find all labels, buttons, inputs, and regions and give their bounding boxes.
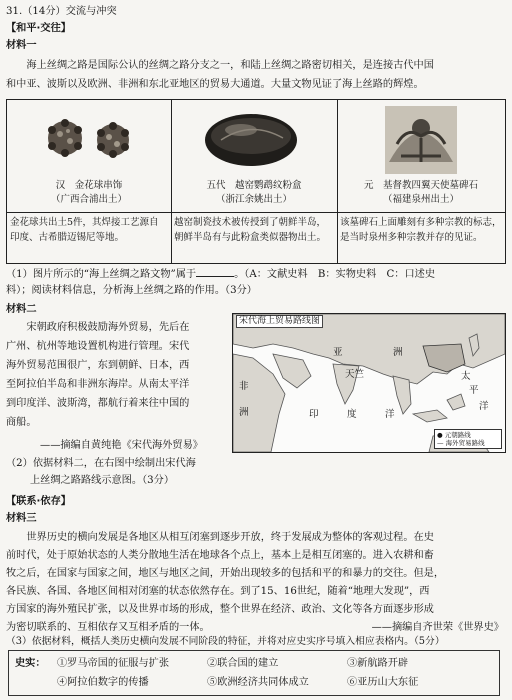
material2-line: 到印度洋、波斯湾，都航行着来往中国的 xyxy=(6,398,190,409)
fact-item: ④阿拉伯数字的传播 xyxy=(57,677,149,688)
map-title: 宋代海上贸易路线图 xyxy=(236,315,323,328)
material2-line: 至阿拉伯半岛和非洲东海岸。从南太平洋 xyxy=(6,379,190,390)
artifact1-caption-name: 汉 金花球串饰 xyxy=(55,180,123,191)
question-header: 31.（14分）交流与冲突 xyxy=(6,6,117,17)
map-legend xyxy=(434,429,502,449)
question1-text-b: 。（A：文献史料 B：实物史料 C：口述史 xyxy=(234,269,436,280)
material2-line: 商船。 xyxy=(6,417,37,428)
fact-item: ⑤欧洲经济共同体成立 xyxy=(207,677,309,688)
map-label: 天竺 xyxy=(345,369,365,380)
material3-line: 前时代，处于原始状态的人类分散地生活在地球各个点上，基本上是相互闭塞的。进入农耕和畜 xyxy=(6,550,434,561)
material2-label: 材料二 xyxy=(6,304,37,315)
question2-line1: （2）依据材料二，在右图中绘制出宋代海 xyxy=(6,458,196,469)
map-label: 非 xyxy=(239,381,249,392)
artifact-cell-tombstone xyxy=(337,100,505,263)
legend-item: — 海外贸易路线 xyxy=(437,439,485,447)
material2-source: ——摘编自黄纯艳《宋代海外贸易》 xyxy=(40,440,203,451)
map-label: 度 xyxy=(347,409,357,420)
fact-item: ②联合国的建立 xyxy=(207,658,279,669)
material2-line: 海外贸易范围很广，东到朝鲜、日本，西 xyxy=(6,360,190,371)
artifact3-description: 该墓碑石上面雕刻有多种宗教的标志，是当时泉州多种宗教并存的见证。 xyxy=(337,212,505,247)
material2-line: 广州、杭州等地设置机构进行管理。宋代 xyxy=(6,341,190,352)
material3-line: 牧之后，在国家与国家之间，地区与地区之间，开始出现较多的包括和平的和暴力的交往。但是， xyxy=(6,568,445,579)
powder-box-image xyxy=(171,100,337,179)
fact-item: ⑥亚历山大东征 xyxy=(347,677,419,688)
material2-text xyxy=(6,320,228,434)
artifact3-caption-origin: （福建泉州出土） xyxy=(382,194,459,205)
material3-line: 方国家的海外殖民扩张，以及世界市场的形成，整个世界在经济、政治、文化等各方面逐步形成 xyxy=(6,604,434,615)
question2-line2: 上丝绸之路路线示意图。（3分） xyxy=(30,475,175,486)
map-label: 太 xyxy=(461,371,471,382)
fact-item: ①罗马帝国的征服与扩张 xyxy=(57,658,170,669)
material3-line: 为密切联系的、互相依存又互相矛盾的一体。 xyxy=(6,622,210,633)
gold-bead-image xyxy=(7,100,171,179)
artifact-cell-powder-box xyxy=(171,100,338,263)
material2-line: 宋朝政府积极鼓励海外贸易，先后在 xyxy=(26,322,190,333)
map-label: 印 xyxy=(309,409,319,420)
legend-item: ● 元朝路线 xyxy=(437,431,471,439)
section3-title: 【联系·依存】 xyxy=(6,496,71,507)
artifact2-caption-name: 五代 越窑鹦鹉纹粉盒 xyxy=(206,180,302,191)
map-label: 平 xyxy=(469,385,479,396)
material1-label: 材料一 xyxy=(6,40,37,51)
map-label: 洋 xyxy=(479,401,489,412)
material3-line: 各民族、各国、各地区间相对闭塞的状态依然存在。到了15、16世纪，随着“地理大发现”，西 xyxy=(6,586,430,597)
artifact-cell-gold-beads xyxy=(7,100,172,263)
map-label: 洲 xyxy=(393,347,403,358)
artifact3-caption-name: 元 基督教四翼天使墓碑石 xyxy=(363,180,478,191)
map-label: 洋 xyxy=(385,409,395,420)
question1-answer-blank[interactable] xyxy=(196,266,234,277)
section1-title: 【和平·交往】 xyxy=(6,23,71,34)
map-label: 洲 xyxy=(239,407,249,418)
facts-label: 史实： xyxy=(15,658,46,669)
artifact2-caption-origin: （浙江余姚出土） xyxy=(215,194,292,205)
fact-item: ③新航路开辟 xyxy=(347,658,409,669)
material1-para-line1: 海上丝绸之路是国际公认的丝绸之路分支之一，和陆上丝绸之路密切相关，是连接古代中国 xyxy=(26,60,434,71)
map-label: 亚 xyxy=(333,347,343,358)
question1-line1 xyxy=(6,266,506,282)
tombstone-image xyxy=(337,100,505,179)
question1-line2: 料）；阅读材料信息，分析海上丝绸之路的作用。（3分） xyxy=(6,285,257,296)
artifact1-caption-origin: （广西合浦出土） xyxy=(50,194,127,205)
artifact-table xyxy=(6,99,506,264)
artifact1-description: 金花球共出土5件，其焊接工艺源自印度、古希腊迈锡尼等地。 xyxy=(7,212,171,247)
question1-text-a: （1）图片所示的“海上丝绸之路文物”属于 xyxy=(6,269,197,280)
material3-source: ——摘编自齐世荣《世界史》 xyxy=(371,622,504,633)
song-trade-map[interactable] xyxy=(232,313,506,453)
material1-para-line2: 和中亚、波斯以及欧洲、非洲和东北亚地区的贸易大通道。大量文物见证了海上丝路的辉煌。 xyxy=(6,79,424,90)
material3-label: 材料三 xyxy=(6,513,37,524)
artifact2-description: 越窑制瓷技术被传授到了朝鲜半岛，朝鲜半岛有与此粉盒类似器物出土。 xyxy=(171,212,337,247)
facts-box xyxy=(8,650,500,696)
question3: （3）依据材料，概括人类历史横向发展不同阶段的特征，并将对应史实序号填入相应表格内。（5分） xyxy=(6,636,445,647)
material3-line: 世界历史的横向发展是各地区从相互闭塞到逐步开放，终于发展成为整体的客观过程。在史 xyxy=(26,532,434,543)
